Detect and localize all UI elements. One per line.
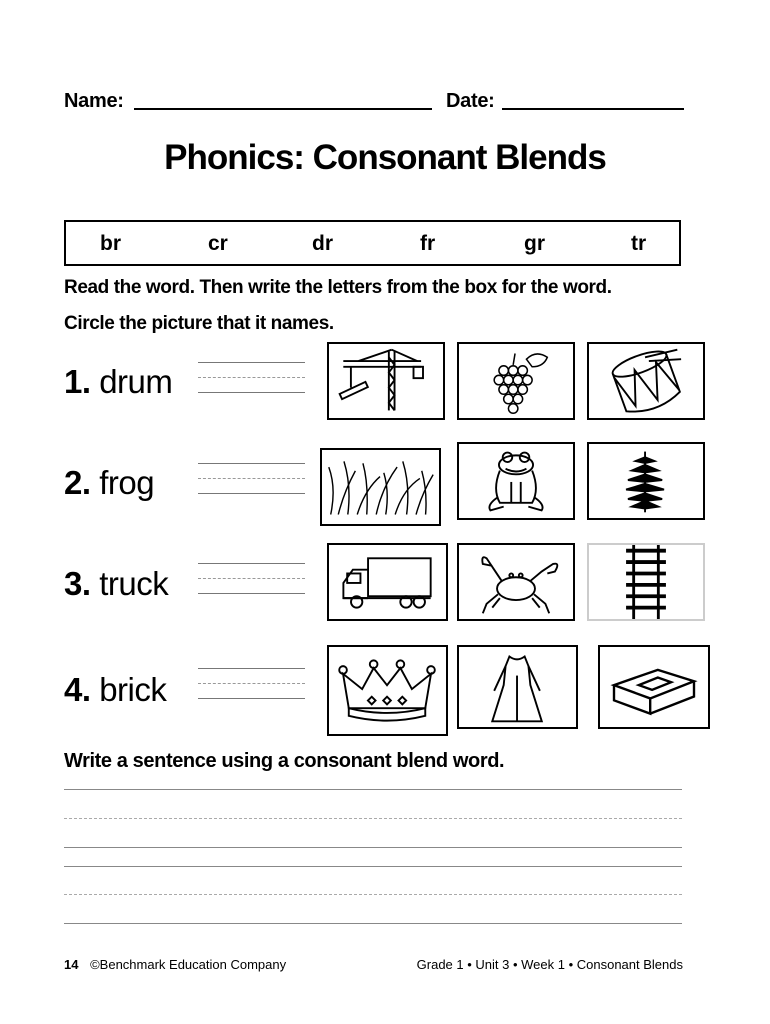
crab-icon[interactable] xyxy=(457,543,575,621)
item-1-label xyxy=(64,363,172,401)
item-word: brick xyxy=(99,671,167,708)
publisher: ©Benchmark Education Company xyxy=(90,957,287,972)
sentence-prompt: Write a sentence using a consonant blend word. xyxy=(64,750,505,772)
item-number: 3. xyxy=(64,565,91,602)
page-title: Phonics: Consonant Blends xyxy=(164,138,606,177)
sentence-line[interactable] xyxy=(64,789,682,790)
sentence-line[interactable] xyxy=(64,894,682,895)
item-word: frog xyxy=(99,464,155,501)
page-number: 14 xyxy=(64,957,79,972)
item-number: 4. xyxy=(64,671,91,708)
course-info: Grade 1 • Unit 3 • Week 1 • Consonant Blends xyxy=(416,957,683,972)
name-line[interactable] xyxy=(134,108,432,110)
item-2-write-lines[interactable] xyxy=(198,463,305,496)
name-label: Name: xyxy=(64,90,124,112)
instruction-line-2: Circle the picture that it names. xyxy=(64,313,334,334)
blend-box xyxy=(64,220,681,266)
date-label: Date: xyxy=(446,90,495,112)
truck-icon[interactable] xyxy=(327,543,448,621)
footer-left xyxy=(64,957,286,972)
blend-br: br xyxy=(100,232,121,255)
sentence-line[interactable] xyxy=(64,866,682,867)
date-line[interactable] xyxy=(502,108,684,110)
item-4-label xyxy=(64,671,166,709)
item-word: drum xyxy=(99,363,173,400)
blend-cr: cr xyxy=(208,232,228,255)
item-4-write-lines[interactable] xyxy=(198,668,305,701)
crown-icon[interactable] xyxy=(327,645,448,736)
item-2-label xyxy=(64,464,154,502)
dress-icon[interactable] xyxy=(457,645,578,729)
train-track-icon[interactable] xyxy=(587,543,705,621)
item-number: 1. xyxy=(64,363,91,400)
frog-icon[interactable] xyxy=(457,442,575,520)
drum-icon[interactable] xyxy=(587,342,705,420)
crane-icon[interactable] xyxy=(327,342,445,420)
blend-tr: tr xyxy=(631,232,647,255)
item-3-write-lines[interactable] xyxy=(198,563,305,596)
sentence-line[interactable] xyxy=(64,847,682,848)
grapes-icon[interactable] xyxy=(457,342,575,420)
blend-gr: gr xyxy=(524,232,545,255)
fern-icon[interactable] xyxy=(587,442,705,520)
sentence-line[interactable] xyxy=(64,818,682,819)
brick-icon[interactable] xyxy=(598,645,710,729)
sentence-line[interactable] xyxy=(64,923,682,924)
item-1-write-lines[interactable] xyxy=(198,362,305,395)
grass-icon[interactable] xyxy=(320,448,441,526)
item-number: 2. xyxy=(64,464,91,501)
blend-fr: fr xyxy=(420,232,436,255)
item-3-label xyxy=(64,565,168,603)
item-word: truck xyxy=(99,565,169,602)
instruction-line-1: Read the word. Then write the letters from the box for the word. xyxy=(64,277,612,298)
blend-dr: dr xyxy=(312,232,333,255)
